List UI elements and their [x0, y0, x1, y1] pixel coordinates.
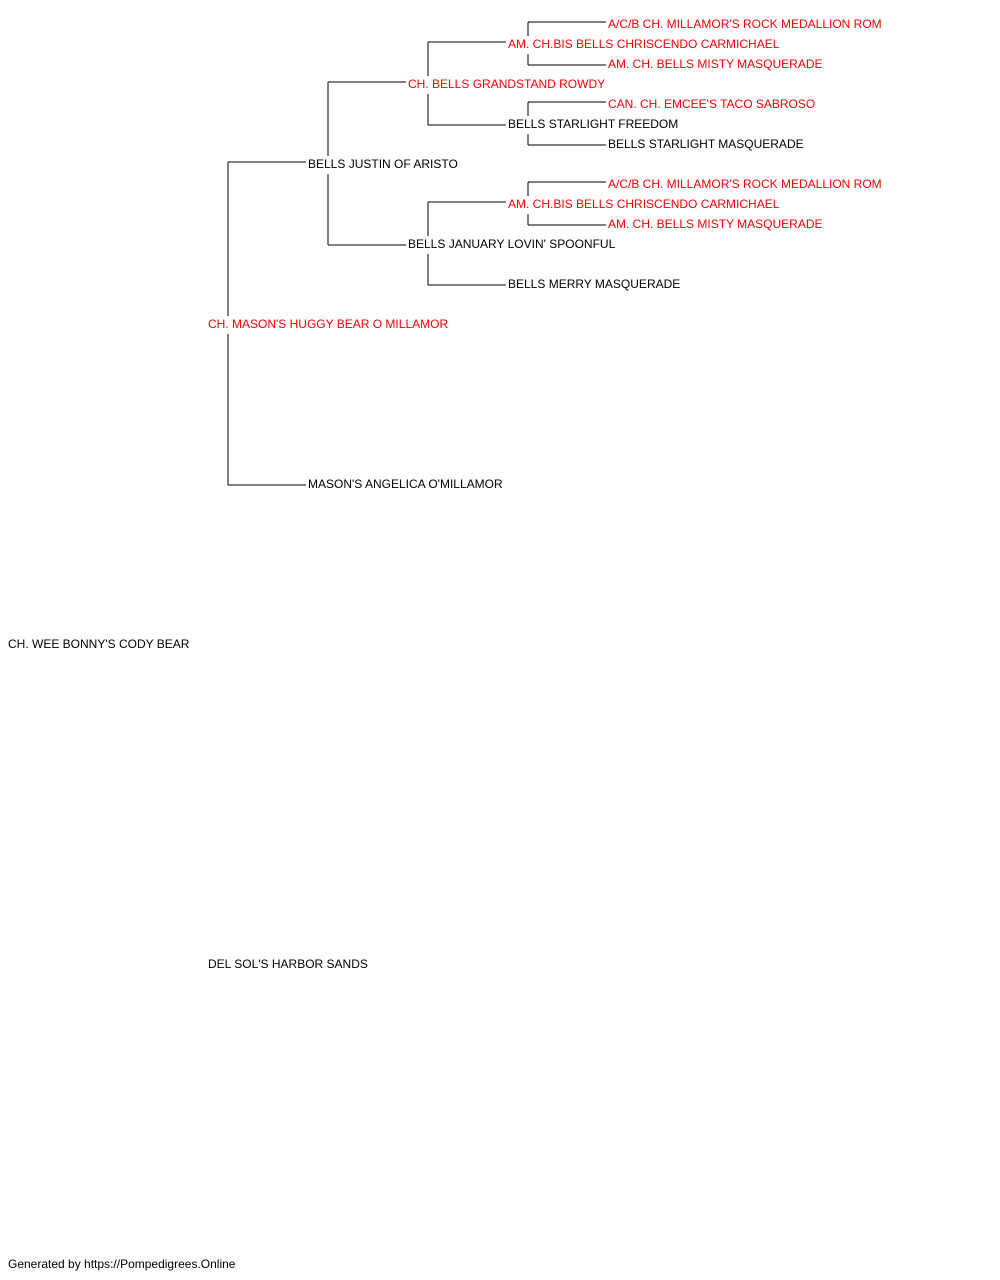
pedigree-dam: DEL SOL'S HARBOR SANDS — [208, 957, 368, 971]
pedigree-paternal-granddam: MASON'S ANGELICA O'MILLAMOR — [308, 477, 503, 491]
pedigree-gen5-4: BELLS STARLIGHT MASQUERADE — [608, 137, 804, 151]
pedigree-gen5-2: AM. CH. BELLS MISTY MASQUERADE — [608, 57, 823, 71]
pedigree-gen4-sire-2: AM. CH.BIS BELLS CHRISCENDO CARMICHAEL — [508, 197, 780, 211]
pedigree-gen5-1: A/C/B CH. MILLAMOR'S ROCK MEDALLION ROM — [608, 17, 882, 31]
pedigree-subject: CH. WEE BONNY'S CODY BEAR — [8, 637, 190, 651]
pedigree-gen4-sire-1: AM. CH.BIS BELLS CHRISCENDO CARMICHAEL — [508, 37, 780, 51]
pedigree-gen4-dam-1: BELLS STARLIGHT FREEDOM — [508, 117, 679, 131]
pedigree-paternal-grandsire: BELLS JUSTIN OF ARISTO — [308, 157, 458, 171]
pedigree-sire: CH. MASON'S HUGGY BEAR O MILLAMOR — [208, 317, 449, 331]
pedigree-gen5-6: AM. CH. BELLS MISTY MASQUERADE — [608, 217, 823, 231]
pedigree-great-grandsire: CH. BELLS GRANDSTAND ROWDY — [408, 77, 606, 91]
pedigree-gen5-3: CAN. CH. EMCEE'S TACO SABROSO — [608, 97, 816, 111]
pedigree-gen4-dam-2: BELLS MERRY MASQUERADE — [508, 277, 681, 291]
pedigree-gen5-5: A/C/B CH. MILLAMOR'S ROCK MEDALLION ROM — [608, 177, 882, 191]
generated-by-footer: Generated by https://Pompedigrees.Online — [8, 1257, 236, 1271]
pedigree-great-granddam: BELLS JANUARY LOVIN' SPOONFUL — [408, 237, 616, 251]
